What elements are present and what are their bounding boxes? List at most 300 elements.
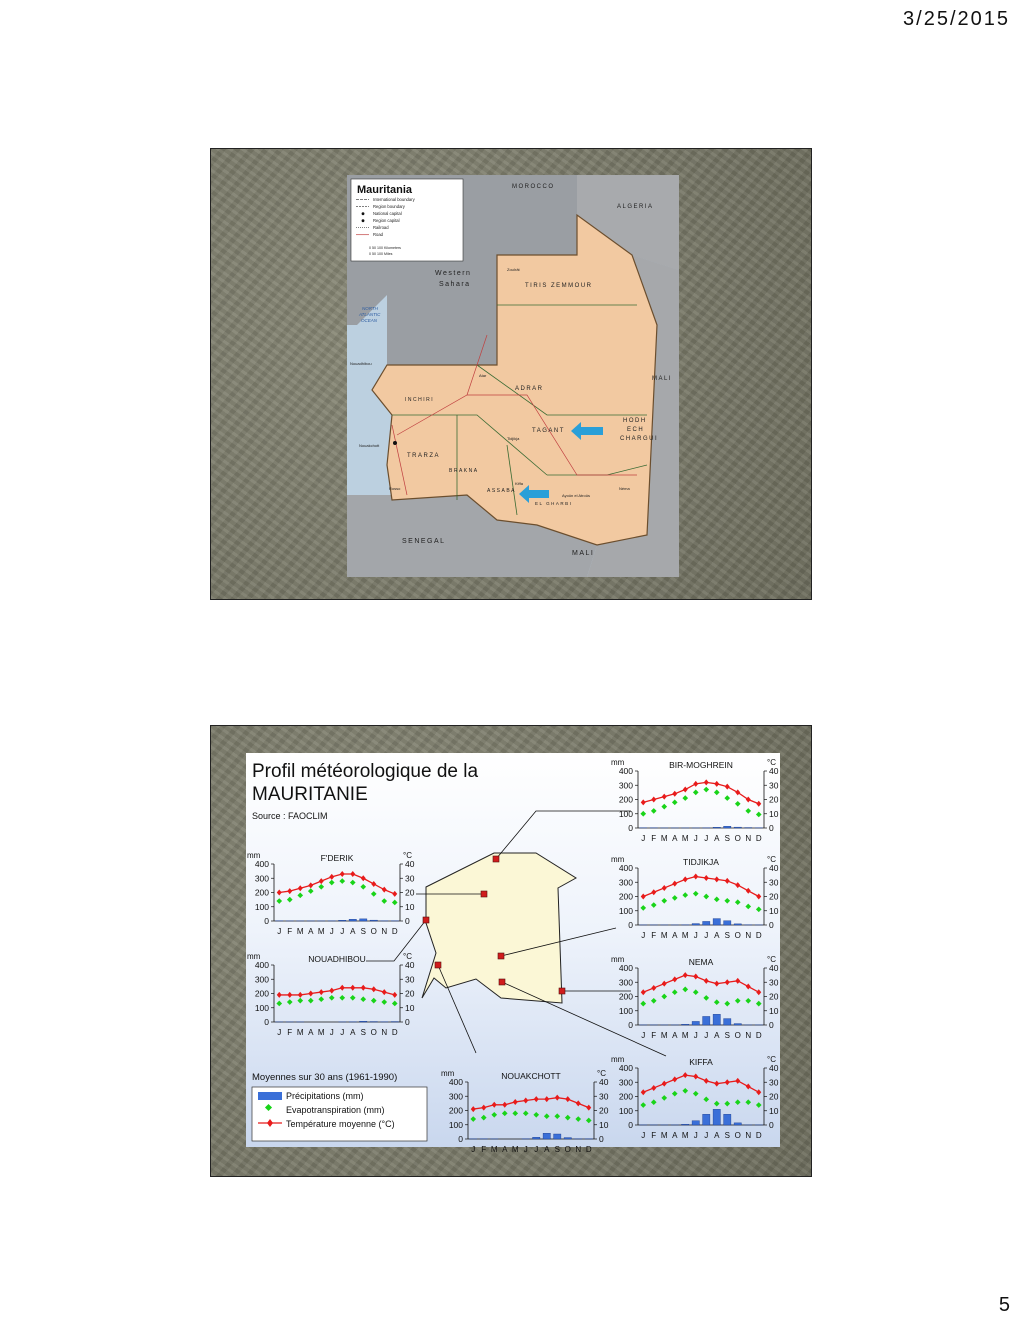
tick-label-left: 200	[618, 991, 633, 1002]
precip-bar	[734, 924, 741, 925]
tick-label-month: M	[660, 1031, 668, 1040]
tick-label-left: 300	[618, 780, 633, 791]
temp-point	[683, 972, 688, 978]
tick-label-month: J	[340, 1028, 345, 1037]
tick-label-right: 20	[405, 988, 415, 999]
temp-point	[350, 985, 355, 991]
mauritania-map	[347, 175, 679, 577]
map-legend-label: Railroad	[373, 225, 389, 230]
tick-label-month: S	[554, 1145, 560, 1154]
precip-bar	[564, 1138, 571, 1139]
label-tiris: TIRIS ZEMMOUR	[525, 283, 593, 289]
precip-bar	[724, 1114, 731, 1125]
station-chart-title: NOUAKCHOTT	[501, 1071, 561, 1081]
tick-label-right: 30	[599, 1091, 609, 1102]
evapo-point	[371, 891, 377, 897]
tick-label-right: 0	[769, 1120, 774, 1130]
temp-line	[643, 877, 759, 897]
tick-label-month: A	[714, 1131, 720, 1140]
evapo-point	[554, 1113, 560, 1119]
tick-label-month: F	[651, 834, 657, 843]
temp-point	[756, 801, 761, 807]
temp-point	[329, 988, 334, 994]
tick-label-month: S	[724, 1031, 730, 1040]
label-sahara: Sahara	[439, 281, 471, 288]
temp-point	[714, 781, 719, 787]
tick-label-left: 400	[618, 1063, 633, 1073]
station-chart	[441, 1069, 609, 1154]
evapo-point	[308, 998, 314, 1004]
tick-label-month: N	[745, 834, 752, 843]
tick-label-left: 100	[254, 1002, 269, 1013]
tick-label-month: A	[350, 927, 356, 936]
tick-label-month: J	[277, 1028, 282, 1037]
tick-label-month: O	[734, 1131, 741, 1140]
tick-label-month: M	[681, 834, 689, 843]
tick-label-right: 40	[405, 859, 415, 869]
evapo-point	[339, 878, 345, 884]
label-ocean-1: NORTH	[362, 306, 378, 311]
temp-point	[340, 871, 345, 877]
tick-label-month: M	[660, 834, 668, 843]
evapo-point	[381, 999, 387, 1005]
evapo-point	[724, 1101, 730, 1107]
temp-point	[651, 797, 656, 803]
temp-point	[756, 1089, 761, 1095]
tick-label-month: J	[523, 1145, 528, 1154]
tick-label-month: A	[544, 1145, 550, 1154]
precip-bar	[682, 1024, 689, 1025]
axis-unit-right: °C	[767, 1055, 776, 1064]
evapo-point	[651, 998, 657, 1004]
tick-label-month: M	[681, 1131, 689, 1140]
tick-label-right: 40	[405, 960, 415, 970]
tick-label-month: S	[724, 1131, 730, 1140]
label-hodh-3: CHARGUI	[620, 436, 659, 442]
tick-label-left: 0	[264, 916, 269, 926]
tick-label-month: J	[277, 927, 282, 936]
tick-label-right: 30	[405, 873, 415, 884]
evapo-point	[481, 1115, 487, 1121]
city-tidjikja: Tidjikja	[507, 436, 520, 441]
label-morocco: MOROCCO	[512, 184, 555, 190]
axis-unit-right: °C	[403, 851, 412, 860]
tick-label-right: 0	[769, 1020, 774, 1030]
evapo-point	[745, 1099, 751, 1105]
precip-bar	[703, 1114, 710, 1125]
tick-label-month: N	[575, 1145, 582, 1154]
tick-label-left: 100	[618, 808, 633, 819]
temp-point	[683, 787, 688, 793]
tick-label-month: D	[755, 834, 762, 843]
precip-bar	[692, 1121, 699, 1125]
map-legend-label: Region boundary	[373, 204, 405, 209]
tick-label-month: O	[734, 1031, 741, 1040]
tick-label-left: 100	[618, 905, 633, 916]
tick-label-right: 10	[769, 1005, 779, 1016]
evapo-point	[714, 897, 720, 903]
temp-point	[662, 1081, 667, 1087]
station-chart	[611, 758, 779, 843]
tick-label-left: 400	[618, 766, 633, 776]
temp-point	[319, 989, 324, 995]
precip-bar	[713, 827, 720, 828]
axis-unit-left: mm	[611, 1055, 625, 1064]
station-marker	[481, 891, 487, 897]
precip-bar	[713, 1014, 720, 1025]
map-scale-mi: 0 50 100 Miles	[369, 252, 393, 256]
evapo-point	[392, 1001, 398, 1007]
city-rosso: Rosso	[389, 486, 401, 491]
temp-point	[683, 1072, 688, 1078]
tick-label-left: 100	[254, 901, 269, 912]
map-legend-label: Road	[373, 232, 384, 237]
station-marker	[499, 979, 505, 985]
station-chart-title: BIR-MOGHREIN	[669, 760, 733, 770]
temp-point	[725, 878, 730, 884]
temp-point	[513, 1099, 518, 1105]
temp-point	[662, 794, 667, 800]
tick-label-right: 10	[599, 1119, 609, 1130]
label-ocean-3: OCEAN	[361, 318, 378, 323]
tick-label-left: 100	[618, 1105, 633, 1116]
tick-label-month: N	[745, 931, 752, 940]
tick-label-right: 20	[769, 1091, 779, 1102]
temp-point	[735, 978, 740, 984]
tick-label-right: 0	[405, 916, 410, 926]
tick-label-right: 40	[769, 766, 779, 776]
tick-label-month: D	[585, 1145, 592, 1154]
temp-point	[371, 881, 376, 887]
tick-label-right: 20	[769, 891, 779, 902]
evapo-point	[714, 1101, 720, 1107]
evapo-point	[672, 895, 678, 901]
evapo-point	[318, 884, 324, 890]
tick-label-month: M	[296, 927, 304, 936]
tick-label-month: F	[481, 1145, 487, 1154]
evapo-point	[565, 1115, 571, 1121]
temp-point	[471, 1106, 476, 1112]
evapo-point	[287, 999, 293, 1005]
temp-point	[565, 1096, 570, 1102]
temp-point	[651, 985, 656, 991]
evapo-point	[544, 1113, 550, 1119]
slide-map	[210, 148, 812, 600]
station-chart	[611, 1055, 779, 1140]
temp-point	[350, 871, 355, 877]
tick-label-left: 0	[458, 1134, 463, 1144]
tick-label-month: N	[381, 927, 388, 936]
weather-title-1: Profil météorologique de la	[252, 761, 479, 782]
tick-label-month: F	[651, 931, 657, 940]
tick-label-left: 200	[448, 1105, 463, 1116]
tick-label-month: O	[370, 1028, 377, 1037]
evapo-point	[703, 1097, 709, 1103]
evapo-point	[651, 1099, 657, 1105]
tick-label-month: S	[360, 1028, 366, 1037]
tick-label-left: 200	[254, 887, 269, 898]
tick-label-month: J	[534, 1145, 539, 1154]
tick-label-left: 100	[618, 1005, 633, 1016]
temp-point	[576, 1100, 581, 1106]
precip-bar	[713, 919, 720, 925]
evapo-point	[329, 880, 335, 886]
tick-label-month: D	[391, 927, 398, 936]
label-inchiri: INCHIRI	[405, 397, 435, 403]
temp-point	[746, 1084, 751, 1090]
evapo-point	[651, 808, 657, 814]
temp-point	[481, 1105, 486, 1111]
station-chart	[247, 851, 415, 936]
evapo-point	[502, 1111, 508, 1117]
label-mali-south: MALI	[572, 550, 595, 557]
precip-bar	[692, 924, 699, 925]
station-chart-title: NOUADHIBOU	[308, 954, 366, 964]
evapo-point	[360, 884, 366, 890]
evapo-point	[640, 1001, 646, 1007]
evapo-point	[575, 1116, 581, 1122]
tick-label-month: M	[317, 927, 325, 936]
tick-label-month: J	[329, 1028, 334, 1037]
tick-label-left: 200	[254, 988, 269, 999]
station-marker	[435, 962, 441, 968]
page-number: 5	[998, 1294, 1010, 1316]
evapo-point	[640, 905, 646, 911]
tick-label-month: J	[641, 1131, 646, 1140]
temp-point	[662, 885, 667, 891]
slide-weather	[210, 725, 812, 1177]
tick-label-month: A	[308, 1028, 314, 1037]
evapo-point	[329, 995, 335, 1001]
evapo-point	[735, 801, 741, 807]
tick-label-left: 400	[618, 963, 633, 973]
tick-label-left: 0	[628, 823, 633, 833]
weather-title-2: MAURITANIE	[252, 784, 368, 805]
legend-precip: Précipitations (mm)	[286, 1091, 364, 1101]
temp-point	[641, 799, 646, 805]
evapo-point	[672, 1091, 678, 1097]
evapo-point	[756, 812, 762, 818]
evapo-point	[392, 900, 398, 906]
tick-label-month: J	[693, 1131, 698, 1140]
evapo-point	[350, 995, 356, 1001]
temp-point	[746, 797, 751, 803]
temp-point	[746, 888, 751, 894]
temp-point	[298, 885, 303, 891]
temp-point	[308, 882, 313, 888]
temp-point	[371, 986, 376, 992]
station-connector	[502, 982, 666, 1056]
evapo-point	[682, 987, 688, 993]
temp-point	[308, 991, 313, 997]
evapo-point	[523, 1111, 529, 1117]
evapo-point	[735, 998, 741, 1004]
tick-label-left: 200	[618, 794, 633, 805]
tick-label-right: 20	[405, 887, 415, 898]
tick-label-month: J	[329, 927, 334, 936]
precip-bar	[713, 1109, 720, 1125]
temp-point	[534, 1096, 539, 1102]
map-title: Mauritania	[357, 184, 413, 196]
temp-point	[704, 779, 709, 785]
evapo-point	[350, 880, 356, 886]
legend-precip-swatch	[258, 1092, 282, 1100]
temp-point	[756, 989, 761, 995]
evapo-point	[672, 989, 678, 995]
city-marker-nouakchott	[393, 441, 397, 445]
tick-label-month: O	[564, 1145, 571, 1154]
temp-point	[725, 1079, 730, 1085]
tick-label-month: N	[745, 1031, 752, 1040]
city-nouadhibou: Nouadhibou	[350, 361, 372, 366]
temp-point	[523, 1098, 528, 1104]
evapo-point	[682, 892, 688, 898]
evapo-point	[735, 899, 741, 905]
temp-line	[279, 988, 395, 995]
evapo-point	[661, 1095, 667, 1101]
tick-label-month: J	[704, 1131, 709, 1140]
axis-unit-left: mm	[247, 851, 261, 860]
evapo-point	[339, 995, 345, 1001]
tick-label-right: 0	[405, 1017, 410, 1027]
tick-label-month: A	[350, 1028, 356, 1037]
weather-figure	[246, 753, 780, 1154]
evapo-point	[724, 1001, 730, 1007]
evapo-point	[745, 904, 751, 910]
axis-unit-right: °C	[767, 955, 776, 964]
temp-point	[361, 985, 366, 991]
tick-label-month: O	[370, 927, 377, 936]
label-brakna: BRAKNA	[449, 468, 479, 474]
legend-temp: Température moyenne (°C)	[286, 1119, 395, 1129]
temp-point	[725, 784, 730, 790]
label-hodh-1: HODH	[623, 418, 647, 424]
precip-bar	[543, 1133, 550, 1139]
temp-point	[735, 882, 740, 888]
tick-label-left: 100	[448, 1119, 463, 1130]
tick-label-month: A	[672, 1131, 678, 1140]
tick-label-left: 300	[254, 873, 269, 884]
tick-label-month: N	[745, 1131, 752, 1140]
temp-point	[544, 1096, 549, 1102]
map-legend-label: National capital	[373, 211, 402, 216]
evapo-point	[724, 795, 730, 801]
temp-point	[725, 979, 730, 985]
evapo-point	[533, 1112, 539, 1118]
station-marker	[559, 988, 565, 994]
evapo-point	[672, 800, 678, 806]
evapo-point	[703, 787, 709, 793]
precip-bar	[734, 1024, 741, 1025]
tick-label-month: J	[693, 931, 698, 940]
evapo-point	[661, 898, 667, 904]
temp-point	[693, 781, 698, 787]
evapo-point	[381, 898, 387, 904]
axis-unit-left: mm	[611, 758, 625, 767]
precip-bar	[360, 1021, 367, 1022]
tick-label-month: M	[296, 1028, 304, 1037]
station-chart-title: NEMA	[688, 957, 714, 967]
evapo-point	[745, 808, 751, 814]
tick-label-right: 20	[769, 794, 779, 805]
tick-label-left: 0	[628, 1120, 633, 1130]
print-date: 3/25/2015	[903, 8, 1010, 30]
station-chart	[611, 955, 779, 1040]
evapo-point	[693, 989, 699, 995]
temp-point	[287, 992, 292, 998]
temp-point	[641, 894, 646, 900]
temp-point	[746, 984, 751, 990]
evapo-point	[724, 898, 730, 904]
tick-label-month: O	[734, 931, 741, 940]
label-adrar: ADRAR	[515, 386, 544, 392]
precip-bar	[703, 921, 710, 925]
temp-point	[693, 874, 698, 880]
tick-label-right: 40	[769, 863, 779, 873]
temp-point	[735, 789, 740, 795]
city-nouakchott: Nouakchott	[359, 443, 380, 448]
tick-label-right: 10	[405, 901, 415, 912]
temp-point	[704, 875, 709, 881]
evapo-point	[586, 1118, 592, 1124]
evapo-point	[756, 1001, 762, 1007]
label-trarza: TRARZA	[407, 453, 440, 459]
tick-label-right: 30	[405, 974, 415, 985]
temp-point	[340, 985, 345, 991]
tick-label-month: F	[651, 1131, 657, 1140]
temp-point	[277, 890, 282, 896]
weather-source: Source : FAOCLIM	[252, 811, 328, 821]
tick-label-month: J	[704, 931, 709, 940]
label-algeria: ALGERIA	[617, 204, 654, 210]
tick-label-month: A	[714, 834, 720, 843]
tick-label-month: J	[641, 834, 646, 843]
temp-line	[643, 975, 759, 992]
temp-point	[641, 1089, 646, 1095]
temp-point	[492, 1102, 497, 1108]
temp-point	[555, 1095, 560, 1101]
precip-bar	[734, 827, 741, 828]
evapo-point	[693, 790, 699, 796]
tick-label-month: J	[693, 834, 698, 843]
tick-label-right: 10	[405, 1002, 415, 1013]
tick-label-right: 30	[769, 1077, 779, 1088]
temp-point	[756, 894, 761, 900]
tick-label-month: N	[381, 1028, 388, 1037]
evapo-point	[640, 811, 646, 817]
tick-label-month: J	[693, 1031, 698, 1040]
temp-point	[672, 976, 677, 982]
temp-point	[672, 791, 677, 797]
temp-line	[643, 1075, 759, 1092]
precip-bar	[682, 1124, 689, 1125]
temp-point	[287, 888, 292, 894]
evapo-point	[276, 898, 282, 904]
temp-point	[329, 874, 334, 880]
temp-point	[586, 1105, 591, 1111]
temp-point	[714, 876, 719, 882]
precip-bar	[734, 1123, 741, 1125]
axis-unit-right: °C	[403, 952, 412, 961]
axis-unit-left: mm	[611, 855, 625, 864]
temp-point	[392, 992, 397, 998]
tick-label-month: S	[360, 927, 366, 936]
tick-label-month: J	[641, 931, 646, 940]
station-chart-title: F'DERIK	[320, 853, 354, 863]
evapo-point	[756, 906, 762, 912]
evapo-point	[318, 996, 324, 1002]
tick-label-left: 0	[264, 1017, 269, 1027]
